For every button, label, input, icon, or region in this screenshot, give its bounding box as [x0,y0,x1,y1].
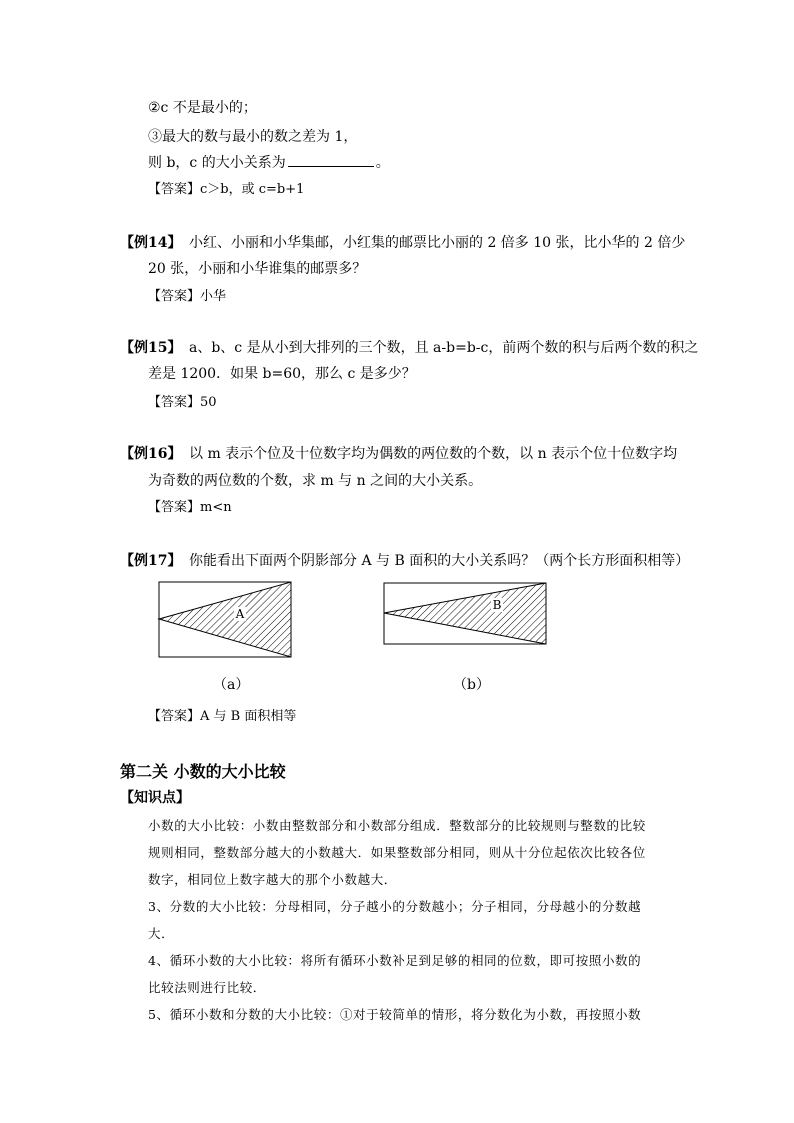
knowledge-line-1: 小数的大小比较：小数由整数部分和小数部分组成．整数部分的比较规则与整数的比较 [148,818,646,833]
example-17-label: 【例17】 [120,553,182,569]
condition-3: ③最大的数与最小的数之差为 1， [148,129,358,145]
example-14-answer: 【答案】小华 [148,289,227,304]
figure-a-shaded-triangle [159,582,291,657]
example-14-label: 【例14】 [120,235,182,251]
example-16-label: 【例16】 [120,446,182,462]
section-title: 第二关 小数的大小比较 [120,762,286,781]
knowledge-line-4: 3、分数的大小比较：分母相同，分子越小的分数越小；分子相同，分母越小的分数越 [148,899,642,914]
answer-13: 【答案】c＞b，或 c=b+1 [148,182,305,197]
figure-a-letter: A [235,607,245,621]
knowledge-line-3: 数字，相同位上数字越大的那个小数越大． [148,872,397,887]
example-14-line2: 20 张，小丽和小华谁集的邮票多？ [148,261,367,277]
example-16-line2: 为奇数的两位数的个数，求 m 与 n 之间的大小关系。 [148,473,483,489]
example-17-line1: 你能看出下面两个阴影部分 A 与 B 面积的大小关系吗？（两个长方形面积相等） [189,553,690,569]
knowledge-label: 【知识点】 [120,790,190,806]
figure-b [383,582,549,646]
example-17-answer: 【答案】A 与 B 面积相等 [148,709,297,724]
figure-a [158,581,294,659]
caption-a: （a） [213,677,250,693]
knowledge-line-6: 4、循环小数的大小比较：将所有循环小数补足到足够的相同的位数，即可按照小数的 [148,953,642,968]
example-16-answer: 【答案】m<n [148,500,232,515]
example-15-line2: 差是 1200．如果 b=60，那么 c 是多少？ [148,366,416,382]
knowledge-line-7: 比较法则进行比较． [148,980,266,995]
question-line [148,152,390,172]
knowledge-line-8: 5、循环小数和分数的大小比较：①对于较简单的情形，将分数化为小数，再按照小数 [148,1007,642,1022]
example-15-answer: 【答案】50 [148,395,217,410]
example-15-label: 【例15】 [120,340,182,356]
question-suffix: 。 [375,155,390,171]
example-14-line1: 小红、小丽和小华集邮，小红集的邮票比小丽的 2 倍多 10 张，比小华的 2 倍少 [189,235,686,251]
question-prefix: 则 b，c 的大小关系为 [148,155,286,171]
knowledge-line-2: 规则相同，整数部分越大的小数越大．如果整数部分相同，则从十分位起依次比较各位 [148,845,646,860]
example-15-line1: a、b、c 是从小到大排列的三个数，且 a-b=b-c，前两个数的积与后两个数的积之 [189,340,699,356]
knowledge-line-5: 大． [148,926,175,941]
example-16-line1: 以 m 表示个位及十位数字均为偶数的两位数的个数，以 n 表示个位十位数字均 [189,446,678,462]
answer-blank [288,152,374,167]
figure-b-letter: B [492,598,502,612]
condition-2: ②c 不是最小的； [148,100,257,116]
figure-b-shaded-triangle [384,583,546,644]
caption-b: （b） [453,677,490,693]
